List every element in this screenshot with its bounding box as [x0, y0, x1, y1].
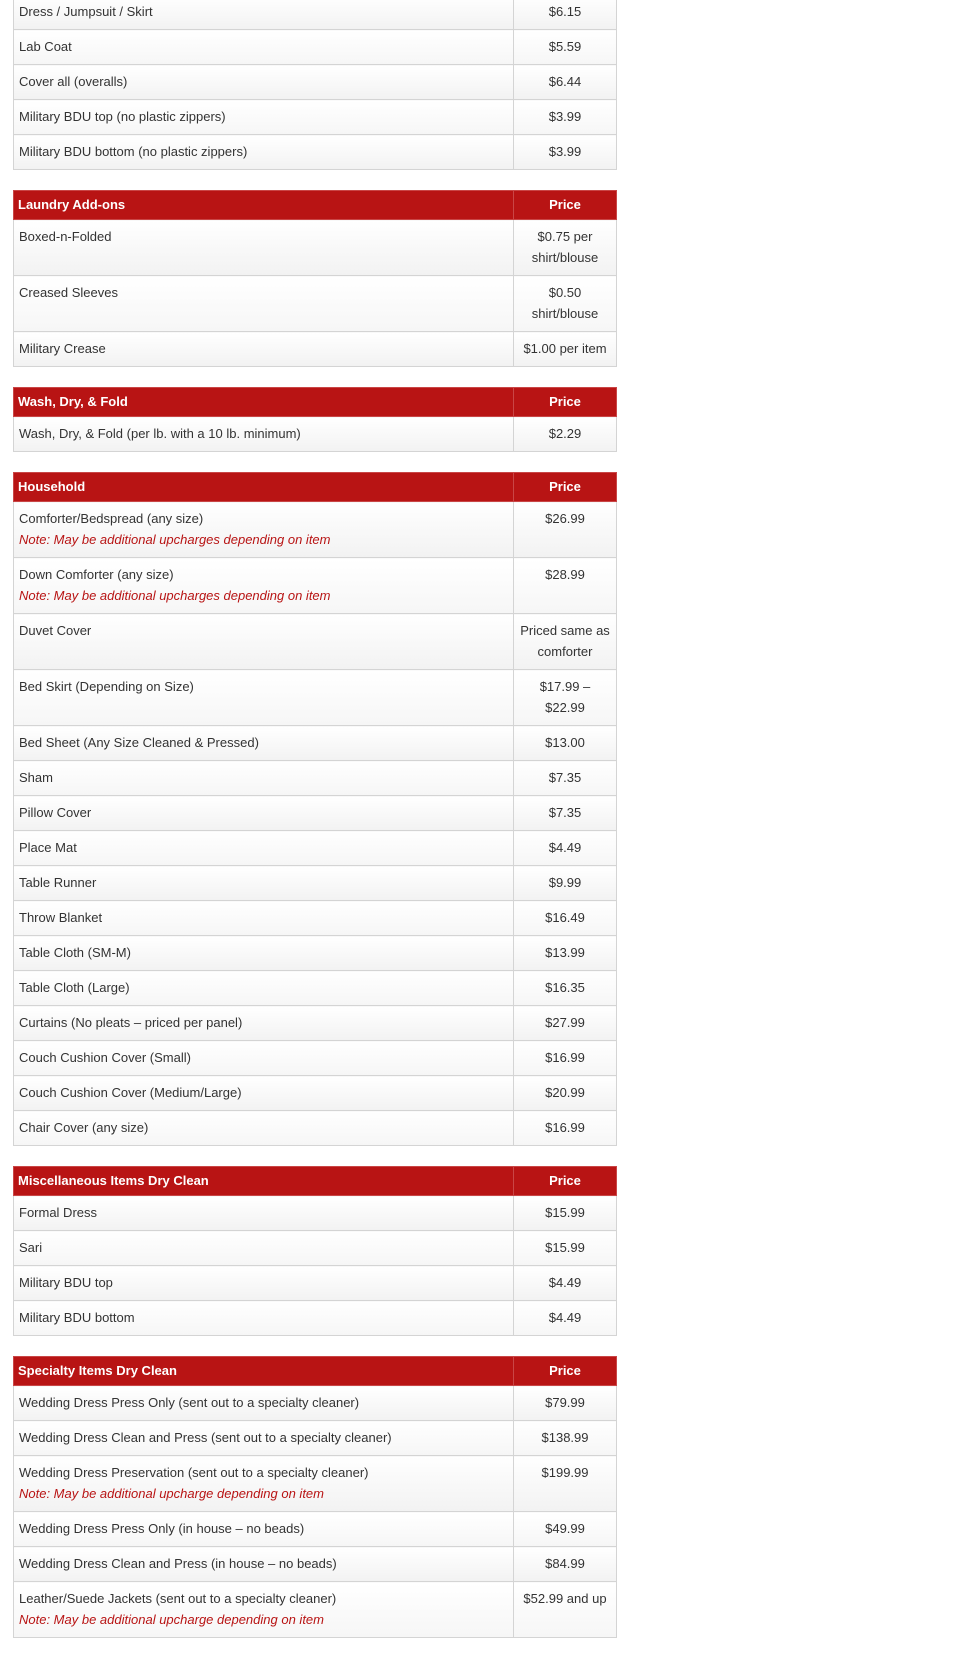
table-row: [14, 1582, 617, 1638]
table-row: [14, 220, 617, 276]
item-note: Note: May be additional upcharges depending on item: [19, 532, 331, 547]
table-row: [14, 971, 617, 1006]
price-cell: $16.99: [514, 1111, 617, 1146]
price-column-header: Price: [514, 1357, 617, 1386]
item-name: Cover all (overalls): [19, 74, 128, 89]
table-row: [14, 1196, 617, 1231]
table-header-row: [14, 1357, 617, 1386]
table-row: [14, 1266, 617, 1301]
item-name: Table Runner: [19, 875, 97, 890]
item-name: Couch Cushion Cover (Medium/Large): [19, 1085, 242, 1100]
price-column-header: Price: [514, 191, 617, 220]
price-table: [13, 0, 617, 170]
item-cell: [14, 1421, 514, 1456]
price-list: [13, 0, 616, 1658]
item-cell: [14, 901, 514, 936]
table-row: [14, 761, 617, 796]
table-row: [14, 332, 617, 367]
price-cell: $7.35: [514, 796, 617, 831]
price-cell: $28.99: [514, 558, 617, 614]
item-cell: [14, 1196, 514, 1231]
table-row: [14, 0, 617, 30]
table-row: [14, 276, 617, 332]
item-name: Leather/Suede Jackets (sent out to a specialty cleaner): [19, 1591, 337, 1606]
item-cell: [14, 1456, 514, 1512]
table-row: [14, 936, 617, 971]
item-cell: [14, 276, 514, 332]
price-table: [13, 1166, 617, 1336]
item-name: Bed Skirt (Depending on Size): [19, 679, 194, 694]
table-row: [14, 1456, 617, 1512]
item-cell: [14, 936, 514, 971]
price-table: [13, 472, 617, 1146]
item-note: Note: May be additional upcharge depending on item: [19, 1486, 324, 1501]
price-cell: $84.99: [514, 1547, 617, 1582]
item-cell: [14, 1266, 514, 1301]
item-name: Table Cloth (SM-M): [19, 945, 131, 960]
table-header-row: [14, 191, 617, 220]
section-title: Specialty Items Dry Clean: [14, 1357, 514, 1386]
price-cell: $138.99: [514, 1421, 617, 1456]
item-cell: [14, 558, 514, 614]
item-name: Military BDU top (no plastic zippers): [19, 109, 226, 124]
table-row: [14, 1547, 617, 1582]
table-row: [14, 65, 617, 100]
table-row: [14, 1421, 617, 1456]
section-title: Laundry Add-ons: [14, 191, 514, 220]
table-row: [14, 831, 617, 866]
item-cell: [14, 1041, 514, 1076]
table-header-row: [14, 1167, 617, 1196]
item-note: Note: May be additional upcharge depending on item: [19, 1612, 324, 1627]
item-cell: [14, 796, 514, 831]
table-row: [14, 1231, 617, 1266]
price-cell: $20.99: [514, 1076, 617, 1111]
price-cell: $0.75 per shirt/blouse: [514, 220, 617, 276]
item-name: Lab Coat: [19, 39, 72, 54]
price-cell: $16.49: [514, 901, 617, 936]
price-cell: $26.99: [514, 502, 617, 558]
table-row: [14, 417, 617, 452]
item-cell: [14, 30, 514, 65]
item-name: Wedding Dress Preservation (sent out to a specialty cleaner): [19, 1465, 369, 1480]
item-name: Pillow Cover: [19, 805, 92, 820]
price-cell: $16.35: [514, 971, 617, 1006]
price-column-header: Price: [514, 388, 617, 417]
item-name: Wedding Dress Press Only (sent out to a specialty cleaner): [19, 1395, 360, 1410]
table-row: [14, 1041, 617, 1076]
item-name: Military BDU bottom (no plastic zippers): [19, 144, 248, 159]
table-row: [14, 1006, 617, 1041]
table-header-row: [14, 473, 617, 502]
item-name: Sham: [19, 770, 53, 785]
price-cell: $9.99: [514, 866, 617, 901]
item-name: Boxed-n-Folded: [19, 229, 112, 244]
item-cell: [14, 831, 514, 866]
item-cell: [14, 1512, 514, 1547]
price-cell: $6.44: [514, 65, 617, 100]
item-name: Military Crease: [19, 341, 106, 356]
section-title: Household: [14, 473, 514, 502]
price-cell: $13.99: [514, 936, 617, 971]
table-row: [14, 1076, 617, 1111]
table-row: [14, 726, 617, 761]
table-row: [14, 135, 617, 170]
item-name: Wedding Dress Clean and Press (in house – no beads): [19, 1556, 337, 1571]
table-row: [14, 558, 617, 614]
price-cell: $3.99: [514, 100, 617, 135]
item-name: Duvet Cover: [19, 623, 92, 638]
item-note: Note: May be additional upcharges depending on item: [19, 588, 331, 603]
item-name: Military BDU top: [19, 1275, 113, 1290]
price-cell: $7.35: [514, 761, 617, 796]
price-cell: $15.99: [514, 1231, 617, 1266]
item-name: Wash, Dry, & Fold (per lb. with a 10 lb. minimum): [19, 426, 301, 441]
price-cell: $13.00: [514, 726, 617, 761]
price-cell: Priced same as comforter: [514, 614, 617, 670]
item-cell: [14, 1547, 514, 1582]
table-row: [14, 1111, 617, 1146]
item-cell: [14, 1006, 514, 1041]
table-row: [14, 670, 617, 726]
item-cell: [14, 614, 514, 670]
price-cell: $4.49: [514, 1301, 617, 1336]
item-cell: [14, 100, 514, 135]
table-row: [14, 502, 617, 558]
item-cell: [14, 135, 514, 170]
table-row: [14, 30, 617, 65]
item-name: Wedding Dress Press Only (in house – no beads): [19, 1521, 305, 1536]
price-cell: $16.99: [514, 1041, 617, 1076]
price-cell: $5.59: [514, 30, 617, 65]
table-row: [14, 796, 617, 831]
item-name: Couch Cushion Cover (Small): [19, 1050, 191, 1065]
section-title: Miscellaneous Items Dry Clean: [14, 1167, 514, 1196]
table-row: [14, 866, 617, 901]
item-cell: [14, 1582, 514, 1638]
price-cell: $4.49: [514, 831, 617, 866]
price-cell: $15.99: [514, 1196, 617, 1231]
item-cell: [14, 670, 514, 726]
price-cell: $52.99 and up: [514, 1582, 617, 1638]
price-table: [13, 387, 617, 452]
table-row: [14, 614, 617, 670]
item-cell: [14, 502, 514, 558]
price-table: [13, 1356, 617, 1638]
item-cell: [14, 1231, 514, 1266]
item-name: Sari: [19, 1240, 43, 1255]
item-cell: [14, 761, 514, 796]
item-cell: [14, 332, 514, 367]
item-cell: [14, 1076, 514, 1111]
item-cell: [14, 65, 514, 100]
item-name: Place Mat: [19, 840, 77, 855]
item-name: Curtains (No pleats – priced per panel): [19, 1015, 243, 1030]
item-name: Formal Dress: [19, 1205, 98, 1220]
price-cell: $3.99: [514, 135, 617, 170]
item-cell: [14, 1301, 514, 1336]
item-name: Down Comforter (any size): [19, 567, 174, 582]
price-table: [13, 190, 617, 367]
price-column-header: Price: [514, 1167, 617, 1196]
item-name: Military BDU bottom: [19, 1310, 135, 1325]
table-row: [14, 1512, 617, 1547]
price-cell: $1.00 per item: [514, 332, 617, 367]
item-name: Creased Sleeves: [19, 285, 118, 300]
item-name: Table Cloth (Large): [19, 980, 130, 995]
table-row: [14, 1386, 617, 1421]
item-name: Throw Blanket: [19, 910, 103, 925]
price-cell: $27.99: [514, 1006, 617, 1041]
section-title: Wash, Dry, & Fold: [14, 388, 514, 417]
item-name: Comforter/Bedspread (any size): [19, 511, 204, 526]
price-cell: $6.15: [514, 0, 617, 30]
item-name: Dress / Jumpsuit / Skirt: [19, 4, 153, 19]
item-cell: [14, 726, 514, 761]
item-cell: [14, 0, 514, 30]
item-cell: [14, 220, 514, 276]
table-header-row: [14, 388, 617, 417]
table-row: [14, 1301, 617, 1336]
table-row: [14, 100, 617, 135]
table-row: [14, 901, 617, 936]
item-cell: [14, 1386, 514, 1421]
price-cell: $4.49: [514, 1266, 617, 1301]
item-cell: [14, 971, 514, 1006]
item-name: Wedding Dress Clean and Press (sent out to a specialty cleaner): [19, 1430, 392, 1445]
price-column-header: Price: [514, 473, 617, 502]
item-name: Bed Sheet (Any Size Cleaned & Pressed): [19, 735, 259, 750]
price-cell: $0.50 shirt/blouse: [514, 276, 617, 332]
item-name: Chair Cover (any size): [19, 1120, 149, 1135]
price-cell: $49.99: [514, 1512, 617, 1547]
item-cell: [14, 417, 514, 452]
price-cell: $79.99: [514, 1386, 617, 1421]
price-cell: $2.29: [514, 417, 617, 452]
price-cell: $199.99: [514, 1456, 617, 1512]
item-cell: [14, 866, 514, 901]
price-cell: $17.99 – $22.99: [514, 670, 617, 726]
item-cell: [14, 1111, 514, 1146]
